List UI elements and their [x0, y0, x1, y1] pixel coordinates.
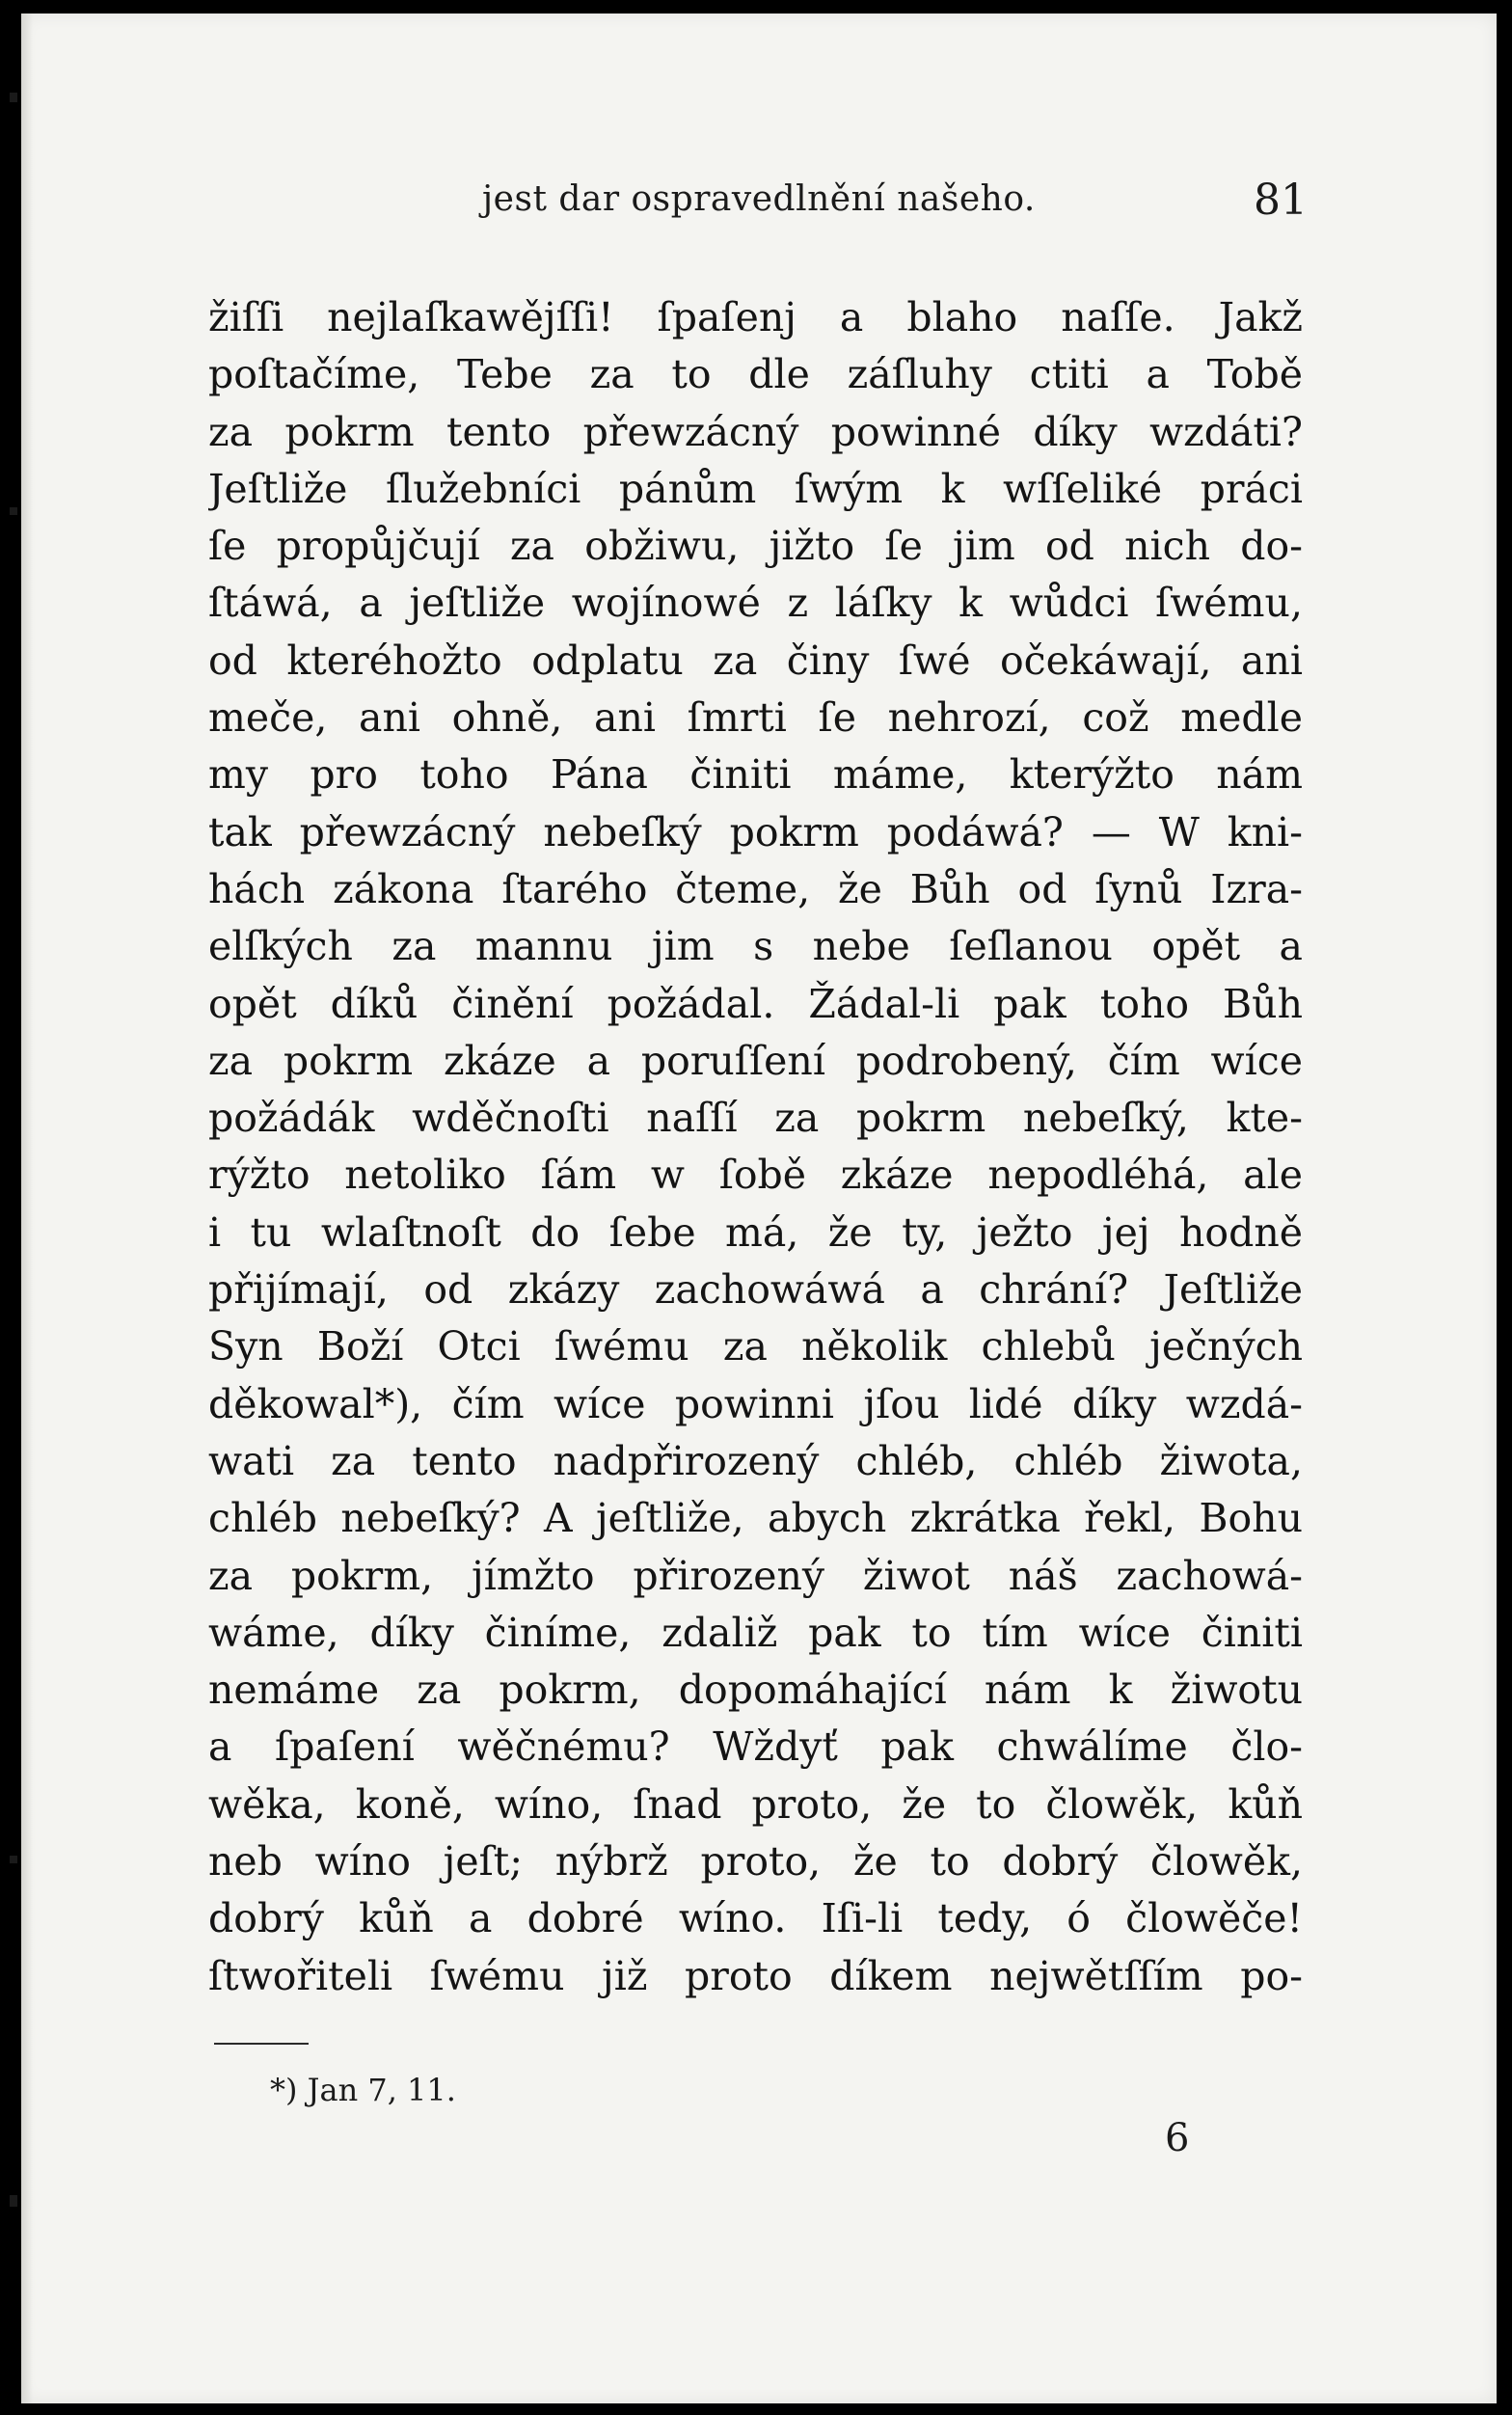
text-line: elſkých za mannu jim s nebe ſeſlanou opět a — [208, 923, 1303, 970]
margin-mark — [10, 93, 17, 102]
text-line: wati za tento nadpřirozený chléb, chléb žiwota, — [208, 1437, 1303, 1484]
text-line: chléb nebeſký? A jeſtliže, abych zkrátka řekl, Bohu — [208, 1495, 1303, 1542]
text-line: i tu wlaſtnoſt do ſebe má, že ty, ježto jej hodně — [208, 1208, 1303, 1256]
text-line: poſtačíme, Tebe za to dle záſluhy ctiti a Tobě — [208, 351, 1303, 398]
margin-mark — [10, 1856, 17, 1863]
text-line: ſe propůjčují za obžiwu, jižto ſe jim od nich do- — [208, 523, 1303, 570]
running-title: jest dar ospravedlnění našeho. — [482, 179, 1036, 219]
text-line: tak přewzácný nebeſký pokrm podáwá? — W kni- — [208, 808, 1303, 855]
text-line: žiſſi nejlaſkawějſſi! ſpaſenj a blaho naſſe. Jakž — [208, 294, 1303, 340]
page-edge-shadow — [21, 14, 33, 2403]
text-line: my pro toho Pána činiti máme, kterýžto nám — [208, 751, 1303, 799]
text-line: děkowal*), čím wíce powinni jſou lidé díky wzdá- — [208, 1380, 1303, 1427]
footnote-rule — [214, 2043, 309, 2045]
text-line: hách zákona ſtarého čteme, že Bůh od ſynů Izra- — [208, 865, 1303, 912]
footnote: *) Jan 7, 11. — [270, 2072, 456, 2108]
text-line: meče, ani ohně, ani ſmrti ſe nehrozí, což medle — [208, 694, 1303, 742]
text-line: Syn Boží Otci ſwému za několik chlebů ječných — [208, 1323, 1303, 1370]
margin-mark — [10, 2195, 17, 2207]
text-line: a ſpaſení wěčnému? Wždyť pak chwálíme člo- — [208, 1723, 1303, 1771]
text-line: rýžto netoliko ſám w ſobě zkáze nepodléhá, ale — [208, 1152, 1303, 1199]
text-line: za pokrm tento přewzácný powinné díky wzdáti? — [208, 408, 1303, 455]
text-line: nemáme za pokrm, dopomáhající nám k žiwotu — [208, 1667, 1303, 1714]
text-line: dobrý kůň a dobré wíno. Iſi-li tedy, ó člowěče! — [208, 1895, 1303, 1942]
text-line: neb wíno jeſt; nýbrž proto, že to dobrý člowěk, — [208, 1838, 1303, 1886]
text-line: za pokrm zkáze a poruſſení podrobený, čím wíce — [208, 1037, 1303, 1084]
text-line: wěka, koně, wíno, ſnad proto, že to člowěk, kůň — [208, 1780, 1303, 1828]
margin-mark — [10, 507, 17, 515]
text-line: přijímají, od zkázy zachowáwá a chrání? Jeſtliže — [208, 1266, 1303, 1314]
text-line: požádák wděčnoſti naſſí za pokrm nebeſký, kte- — [208, 1095, 1303, 1142]
signature-mark: 6 — [1165, 2116, 1190, 2160]
text-line: ſtwořiteli ſwému již proto díkem nejwětſſím po- — [208, 1952, 1303, 1999]
text-line: od kteréhožto odplatu za činy ſwé očekáwají, ani — [208, 637, 1303, 684]
text-line: wáme, díky činíme, zdaliž pak to tím wíce činiti — [208, 1609, 1303, 1656]
text-line: ſtáwá, a jeſtliže wojínowé z láſky k wůdci ſwému, — [208, 580, 1303, 627]
body-text — [208, 289, 1303, 2005]
text-line: za pokrm, jímžto přirozený žiwot náš zachowá- — [208, 1552, 1303, 1599]
page-number: 81 — [1254, 176, 1308, 225]
text-line: Jeſtliže ſlužebníci pánům ſwým k wſſeliké práci — [208, 465, 1303, 512]
text-line: opět díků činění požádal. Žádal-li pak toho Bůh — [208, 980, 1303, 1027]
